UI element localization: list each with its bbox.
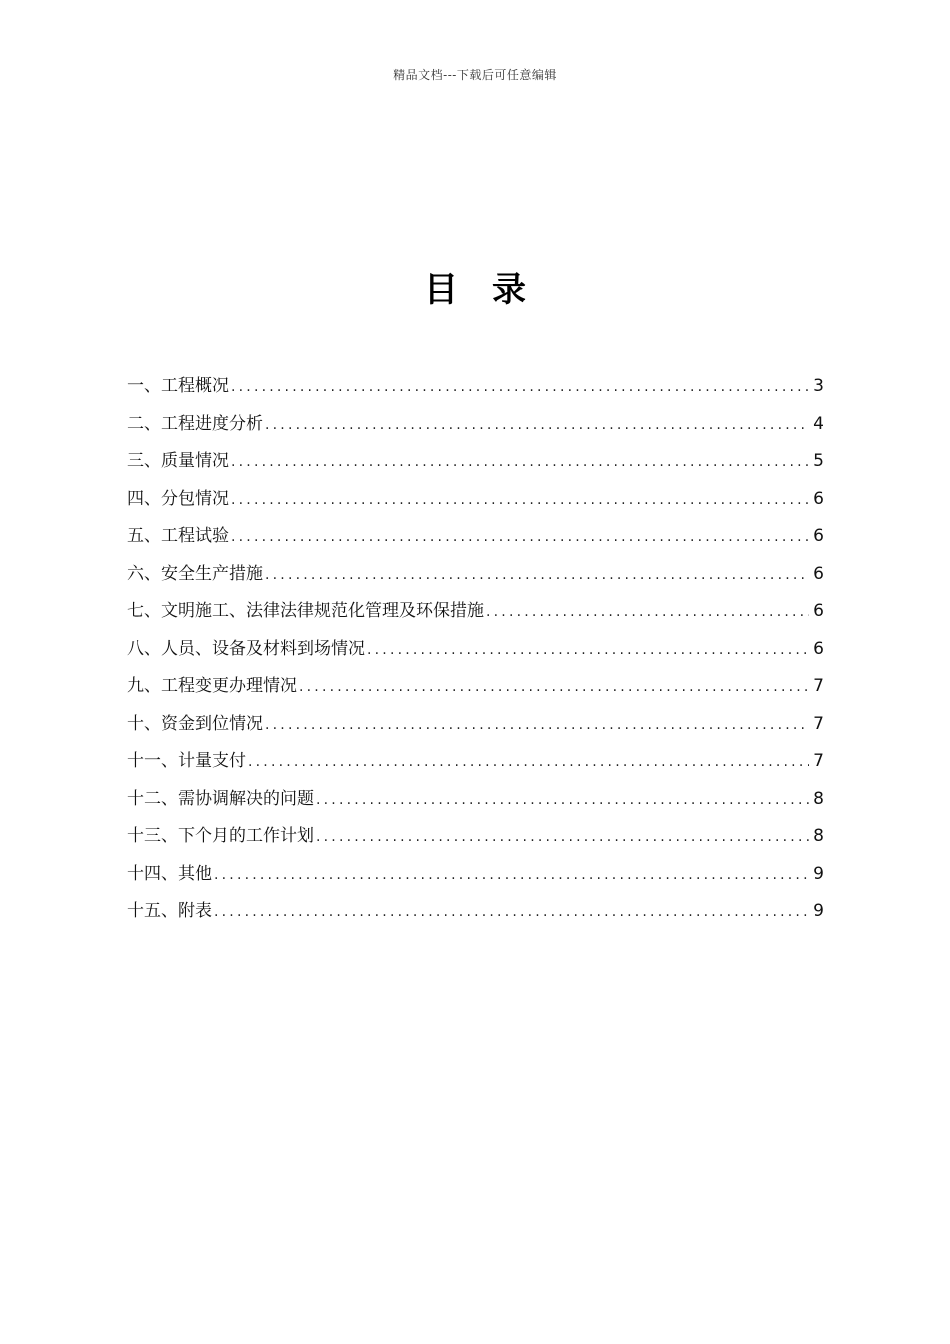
toc-entry-label: 八、人员、设备及材料到场情况 <box>127 638 365 659</box>
dot-leader <box>265 707 809 745</box>
toc-entry-label: 一、工程概况 <box>127 376 229 396</box>
toc-entry-label: 九、工程变更办理情况 <box>127 676 297 696</box>
toc-entry-page: 7 <box>813 676 824 696</box>
toc-entry-page: 6 <box>813 563 824 584</box>
toc-entry[interactable] <box>127 368 824 406</box>
toc-entry-label: 十二、需协调解决的问题 <box>127 788 314 809</box>
toc-entry-page: 8 <box>813 826 824 846</box>
toc-entry[interactable] <box>127 856 824 894</box>
toc-entry[interactable] <box>127 593 824 631</box>
toc-entry-label: 四、分包情况 <box>127 488 229 509</box>
dot-leader <box>316 819 809 857</box>
dot-leader <box>367 632 809 670</box>
toc-entry[interactable] <box>127 706 824 744</box>
dot-leader <box>316 782 809 820</box>
dot-leader <box>231 369 809 407</box>
table-of-contents <box>127 368 824 931</box>
dot-leader <box>248 744 809 782</box>
toc-entry[interactable] <box>127 443 824 481</box>
dot-leader <box>299 669 809 707</box>
toc-entry-label: 六、安全生产措施 <box>127 563 263 584</box>
toc-entry-label: 三、质量情况 <box>127 451 229 471</box>
toc-entry[interactable] <box>127 556 824 594</box>
toc-entry[interactable] <box>127 406 824 444</box>
toc-entry-page: 3 <box>813 376 824 396</box>
dot-leader <box>231 444 809 482</box>
toc-entry[interactable] <box>127 893 824 931</box>
dot-leader <box>231 482 809 520</box>
toc-entry-label: 十一、计量支付 <box>127 751 246 771</box>
toc-entry-page: 5 <box>813 451 824 471</box>
dot-leader <box>214 894 809 932</box>
toc-entry-page: 6 <box>813 601 824 621</box>
toc-entry-page: 6 <box>813 638 824 659</box>
dot-leader <box>265 557 809 595</box>
toc-entry[interactable] <box>127 518 824 556</box>
dot-leader <box>214 857 809 895</box>
toc-entry[interactable] <box>127 743 824 781</box>
toc-entry-label: 五、工程试验 <box>127 526 229 546</box>
toc-entry[interactable] <box>127 818 824 856</box>
toc-entry-page: 9 <box>813 863 824 884</box>
toc-entry-page: 4 <box>813 413 824 434</box>
page-header: 精品文档---下载后可任意编辑 <box>393 68 557 82</box>
toc-entry-label: 七、文明施工、法律法律规范化管理及环保措施 <box>127 601 484 621</box>
toc-entry[interactable] <box>127 631 824 669</box>
toc-entry-label: 十五、附表 <box>127 901 212 921</box>
dot-leader <box>231 519 809 557</box>
toc-entry-page: 9 <box>813 901 824 921</box>
toc-entry-page: 8 <box>813 788 824 809</box>
toc-entry-page: 6 <box>813 488 824 509</box>
toc-entry[interactable] <box>127 781 824 819</box>
toc-entry-label: 十三、下个月的工作计划 <box>127 826 314 846</box>
toc-entry-label: 二、工程进度分析 <box>127 413 263 434</box>
toc-entry-page: 7 <box>813 713 824 734</box>
toc-entry-label: 十、资金到位情况 <box>127 713 263 734</box>
toc-entry-page: 7 <box>813 751 824 771</box>
toc-entry-page: 6 <box>813 526 824 546</box>
toc-title: 目录 <box>424 270 560 310</box>
toc-entry[interactable] <box>127 668 824 706</box>
dot-leader <box>486 594 809 632</box>
toc-entry[interactable] <box>127 481 824 519</box>
toc-entry-label: 十四、其他 <box>127 863 212 884</box>
dot-leader <box>265 407 809 445</box>
